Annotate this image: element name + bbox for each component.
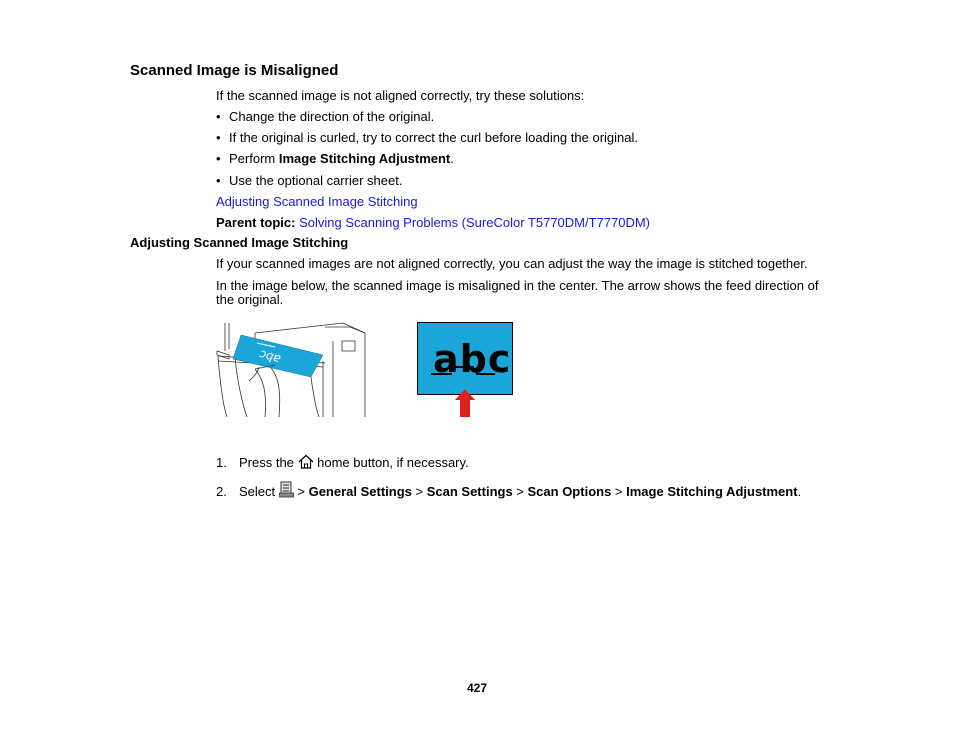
bullet-text: Use the optional carrier sheet. bbox=[229, 173, 403, 188]
subsection-para-2: In the image below, the scanned image is misaligned in the center. The arrow shows the feed direction of the original. bbox=[216, 278, 819, 307]
step-text: Select bbox=[239, 484, 279, 499]
intro-text: If the scanned image is not aligned correctly, try these solutions: bbox=[216, 88, 585, 103]
step-separator: > bbox=[293, 484, 309, 499]
menu-path-item: Image Stitching Adjustment bbox=[626, 484, 798, 499]
step-number: 2. bbox=[216, 484, 227, 499]
step-text: Press the bbox=[239, 455, 298, 470]
svg-text:abc: abc bbox=[257, 347, 283, 367]
bullet-text: Change the direction of the original. bbox=[229, 109, 435, 124]
parent-topic-label: Parent topic: bbox=[216, 215, 296, 230]
bullet-item bbox=[216, 151, 454, 166]
bullet-text: Perform bbox=[229, 151, 279, 166]
bullet-text-end: . bbox=[450, 151, 454, 166]
step-separator: > bbox=[611, 484, 627, 499]
subsection-para-1: If your scanned images are not aligned correctly, you can adjust the way the image is stitched together. bbox=[216, 256, 808, 271]
home-icon bbox=[298, 454, 314, 472]
misaligned-scan-illustration bbox=[417, 322, 513, 418]
step-2 bbox=[216, 481, 801, 501]
settings-list-icon bbox=[279, 481, 294, 501]
menu-path-item: General Settings bbox=[308, 484, 412, 499]
related-topic bbox=[216, 194, 418, 209]
menu-path-item: Scan Options bbox=[527, 484, 612, 499]
bullet-item bbox=[216, 109, 434, 124]
section-title: Scanned Image is Misaligned bbox=[130, 62, 339, 79]
step-separator: > bbox=[411, 484, 427, 499]
bullet-item bbox=[216, 130, 638, 145]
bullet-marker: • bbox=[216, 109, 221, 124]
parent-topic-link[interactable]: Solving Scanning Problems (SureColor T5770DM/T7770DM) bbox=[299, 215, 651, 230]
bullet-marker: • bbox=[216, 130, 221, 145]
step-text-end: . bbox=[797, 484, 802, 499]
step-text-end: home button, if necessary. bbox=[313, 455, 469, 470]
step-number: 1. bbox=[216, 455, 227, 470]
bullet-marker: • bbox=[216, 151, 221, 166]
scanner-illustration bbox=[215, 321, 375, 421]
parent-topic bbox=[216, 215, 650, 230]
related-topic-link[interactable]: Adjusting Scanned Image Stitching bbox=[216, 194, 418, 209]
scan-sample-text: abc bbox=[433, 337, 512, 381]
menu-path-item: Scan Settings bbox=[426, 484, 513, 499]
step-1 bbox=[216, 454, 469, 472]
page-number: 427 bbox=[466, 681, 488, 695]
step-separator: > bbox=[512, 484, 528, 499]
bullet-bold-term: Image Stitching Adjustment bbox=[278, 151, 451, 166]
bullet-text: If the original is curled, try to correct the curl before loading the original. bbox=[229, 130, 638, 145]
subsection-title: Adjusting Scanned Image Stitching bbox=[130, 235, 349, 250]
bullet-marker: • bbox=[216, 173, 221, 188]
bullet-item bbox=[216, 173, 402, 188]
